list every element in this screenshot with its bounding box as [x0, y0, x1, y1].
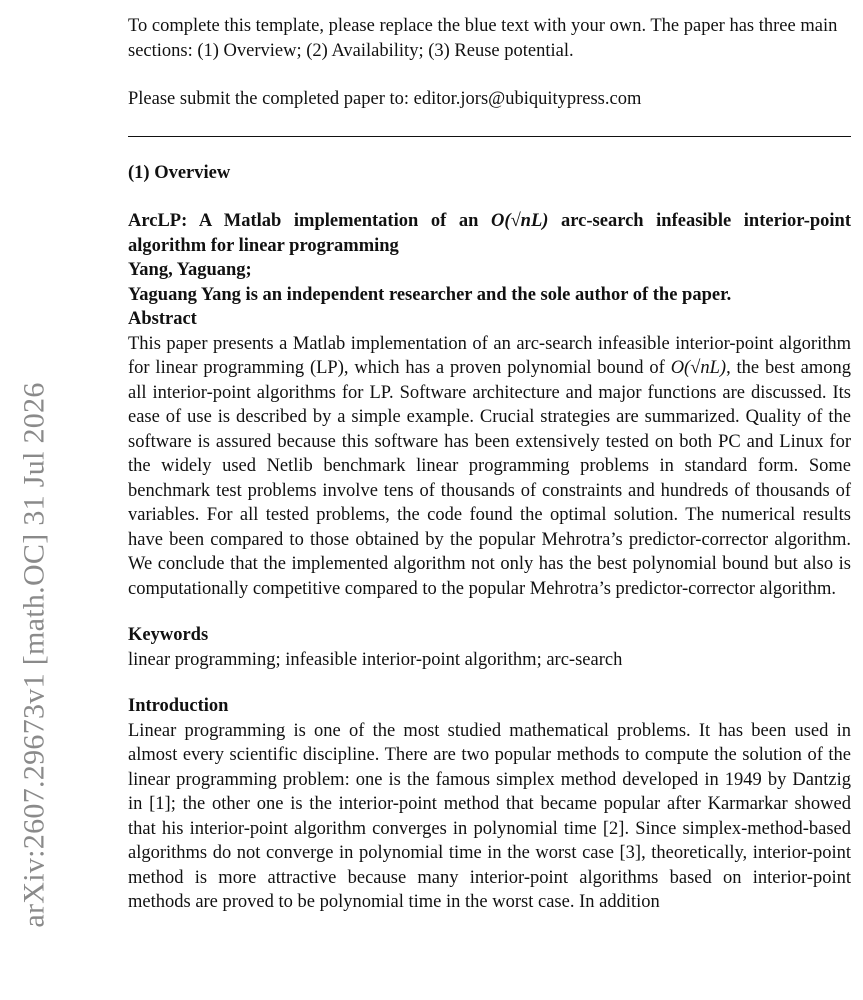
section-heading-overview: (1) Overview — [128, 162, 231, 183]
introduction-text: Linear programming is one of the most studied mathematical problems. It has been used in almost every scientific discipline. There are two popular methods to compute the solution of the linear programming problem: one is the famous simplex method developed in 1949 by Dantzig in [1]; the other one is the interior-point method that became popular after Karmarkar showed that his interior-point algorithm converges in polynomial time [2]. Since simplex-method-based algorithms do not converge in polynomial time in the worst case [3], theoretically, interior-point method is more attractive because many interior-point algorithms based on interior-point methods are proved to be polynomial time in the worst case. In addition — [128, 720, 851, 912]
submit-note: Please submit the completed paper to: editor.jors@ubiquitypress.com — [128, 89, 642, 109]
introduction-heading: Introduction — [128, 696, 229, 716]
paper-affiliation: Yaguang Yang is an independent researcher and the sole author of the paper. — [128, 284, 732, 305]
paper-title-end: arc-search infeasible interior-point algorithm for linear programming — [128, 211, 852, 256]
arxiv-identifier-stamp — [12, 340, 58, 970]
section-divider — [128, 136, 851, 137]
paper-title — [128, 209, 851, 258]
keywords-section — [128, 623, 851, 672]
arxiv-identifier-text: arXiv:2607.29673v1 [math.OC] 31 Jul 2026 — [18, 382, 52, 928]
paper-title-complexity: O(√nL) — [491, 211, 549, 231]
paper-page — [128, 14, 851, 915]
abstract-text-start: This paper presents a Matlab implementation of an arc-search infeasible interior-point algorithm for linear programming (LP), which has a proven polynomial bound of — [128, 333, 851, 378]
introduction-section — [128, 694, 851, 915]
abstract-section — [128, 307, 851, 601]
keywords-heading: Keywords — [128, 625, 209, 645]
abstract-text-end: , the best among all interior-point algorithms for LP. Software architecture and major functions are discussed. Its ease of use is described by a simple example. Crucial strategies are summarized. Quality of the software is assured because this software has been extensively tested on both PC and Linux for the widely used Netlib benchmark linear programming problems in standard form. Some benchmark test problems involve tens of thousands of constraints and hundreds of thousands of variables. For all tested problems, the code found the optimal solution. The numerical results have been compared to those obtained by the popular Mehrotra’s predictor-corrector algorithm. We conclude that the implemented algorithm not only has the best polynomial bound but also is computationally competitive compared to the popular Mehrotra’s predictor-corrector algorithm. — [128, 358, 851, 599]
abstract-text — [128, 332, 851, 602]
template-note: To complete this template, please replace the blue text with your own. The paper has three main sections: (1) Overview; (2) Availability; (3) Reuse potential. — [128, 16, 838, 61]
paper-authors: Yang, Yaguang; — [128, 260, 252, 280]
abstract-complexity: O(√nL) — [670, 358, 727, 378]
paper-title-start: ArcLP: A Matlab implementation of an — [128, 211, 491, 231]
template-instructions — [128, 14, 851, 112]
keywords-text: linear programming; infeasible interior-point algorithm; arc-search — [128, 649, 623, 670]
abstract-heading: Abstract — [128, 309, 197, 329]
